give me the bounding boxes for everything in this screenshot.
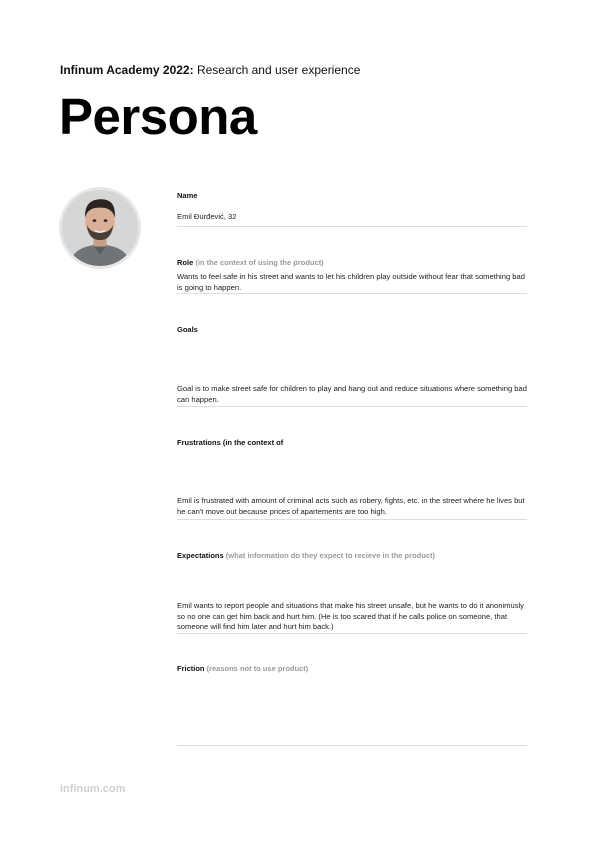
frustrations-label: Frustrations (in the context of bbox=[177, 438, 284, 447]
expectations-label-text: Expectations bbox=[177, 551, 224, 560]
frustrations-value: Emil is frustrated with amount of criminal acts such as robery, fights, etc. in the street where he lives but he can't move out because prices of apartements are too high. bbox=[177, 496, 525, 516]
friction-divider bbox=[177, 745, 527, 746]
friction-label-text: Friction bbox=[177, 664, 205, 673]
name-value: Emil Đurđević, 32 bbox=[177, 212, 237, 221]
frustrations-divider bbox=[177, 519, 527, 520]
friction-label bbox=[177, 664, 527, 673]
frustrations-section bbox=[177, 438, 527, 516]
role-hint: (in the context of using the product) bbox=[195, 258, 324, 267]
expectations-divider bbox=[177, 633, 527, 634]
friction-hint: (reasons not to use product) bbox=[206, 664, 309, 673]
persona-avatar bbox=[59, 187, 141, 269]
role-label bbox=[177, 258, 527, 267]
header-subtitle: Research and user experience bbox=[193, 63, 361, 77]
expectations-hint: (what information do they expect to recieve in the product) bbox=[225, 551, 435, 560]
footer-website: infinum.com bbox=[60, 783, 126, 795]
role-value: Wants to feel safe in his street and wants to let his children play outside without fear that something bad is going to happen. bbox=[177, 272, 525, 292]
goals-divider bbox=[177, 406, 527, 407]
role-label-text: Role bbox=[177, 258, 194, 267]
goals-section bbox=[177, 325, 527, 404]
name-section bbox=[177, 191, 527, 221]
page-title: Persona bbox=[59, 88, 257, 145]
header-brand: Infinum Academy 2022: bbox=[60, 63, 194, 77]
persona-photo-icon bbox=[62, 190, 138, 266]
role-section bbox=[177, 258, 527, 292]
goals-value: Goal is to make street safe for children to play and hang out and reduce situations where something bad can happen. bbox=[177, 384, 527, 404]
name-label: Name bbox=[177, 191, 198, 200]
role-divider bbox=[177, 293, 527, 294]
expectations-label bbox=[177, 551, 527, 560]
goals-label: Goals bbox=[177, 325, 198, 334]
name-divider bbox=[177, 226, 527, 227]
document-header bbox=[60, 63, 360, 77]
expectations-section bbox=[177, 551, 527, 631]
expectations-value: Emil wants to report people and situations that make his street unsafe, but he wants to do it anonimusly so no one can get him back and hurt him. (He is too scared that if he calls police on someone, that someone will find him later and hurt him back.) bbox=[177, 601, 524, 631]
friction-section bbox=[177, 664, 527, 673]
